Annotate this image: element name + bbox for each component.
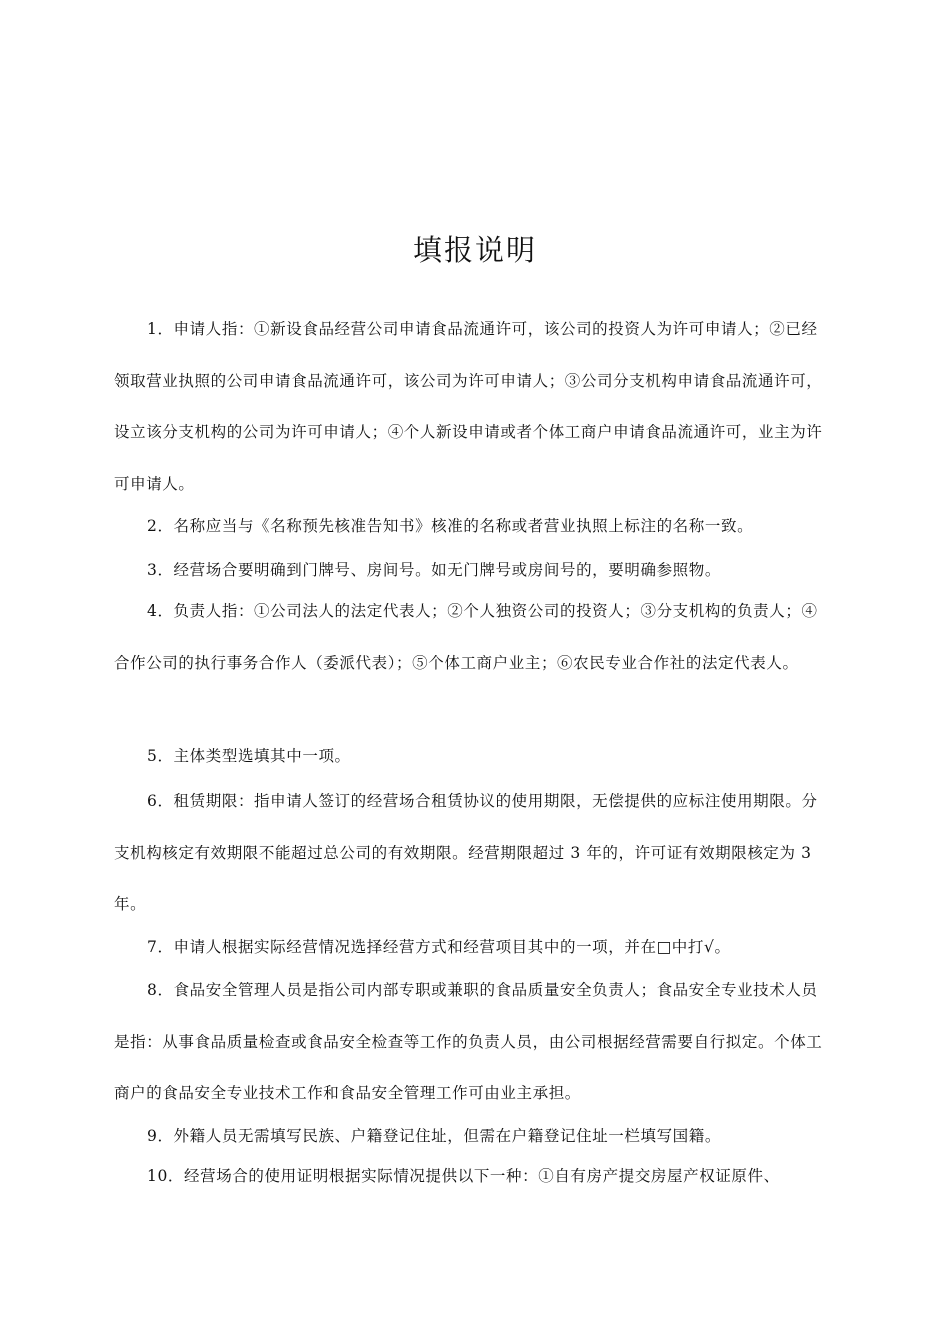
paragraph-text: 6．租赁期限：指申请人签订的经营场合租赁协议的使用期限，无偿提供的应标注使用期限。分支机构核定有效期限不能超过总公司的有效期限。经营期限超过 3 年的，许可证有效期限核定为 3 年。 xyxy=(114,792,818,913)
paragraph-4 xyxy=(114,586,826,689)
paragraph-text: 4．负责人指：①公司法人的法定代表人；②个人独资公司的投资人；③分支机构的负责人；④合作公司的执行事务合作人（委派代表）；⑤个体工商户业主；⑥农民专业合作社的法定代表人。 xyxy=(114,602,818,672)
paragraph-text: 5．主体类型选填其中一项。 xyxy=(147,747,351,765)
page-title: 填报说明 xyxy=(412,233,537,267)
paragraph-10 xyxy=(114,1154,826,1198)
paragraph-text: 1．申请人指：①新设食品经营公司申请食品流通许可，该公司的投资人为许可申请人；②已经领取营业执照的公司申请食品流通许可，该公司为许可申请人；③公司分支机构申请食品流通许可，设立该分支机构的公司为许可申请人；④个人新设申请或者个体工商户申请食品流通许可，业主为许可申请人。 xyxy=(114,320,823,493)
paragraph-9 xyxy=(114,1114,826,1158)
paragraph-7 xyxy=(114,925,826,969)
paragraph-8 xyxy=(114,965,826,1120)
paragraph-text: 8．食品安全管理人员是指公司内部专职或兼职的食品质量安全负责人；食品安全专业技术人员是指：从事食品质量检查或食品安全检查等工作的负责人员，由公司根据经营需要自行拟定。个体工商户的食品安全专业技术工作和食品安全管理工作可由业主承担。 xyxy=(114,981,823,1102)
paragraph-text: 3．经营场合要明确到门牌号、房间号。如无门牌号或房间号的，要明确参照物。 xyxy=(147,561,721,579)
paragraph-text: 7．申请人根据实际经营情况选择经营方式和经营项目其中的一项，并在□中打√。 xyxy=(147,938,731,956)
paragraph-2 xyxy=(114,504,826,548)
paragraph-5 xyxy=(114,734,826,778)
paragraph-text: 2．名称应当与《名称预先核准告知书》核准的名称或者营业执照上标注的名称一致。 xyxy=(147,517,754,535)
paragraph-text: 10．经营场合的使用证明根据实际情况提供以下一种：①自有房产提交房屋产权证原件、 xyxy=(147,1167,780,1185)
paragraph-6 xyxy=(114,776,826,931)
paragraph-text: 9．外籍人员无需填写民族、户籍登记住址，但需在户籍登记住址一栏填写国籍。 xyxy=(147,1127,721,1145)
paragraph-1 xyxy=(114,304,826,510)
